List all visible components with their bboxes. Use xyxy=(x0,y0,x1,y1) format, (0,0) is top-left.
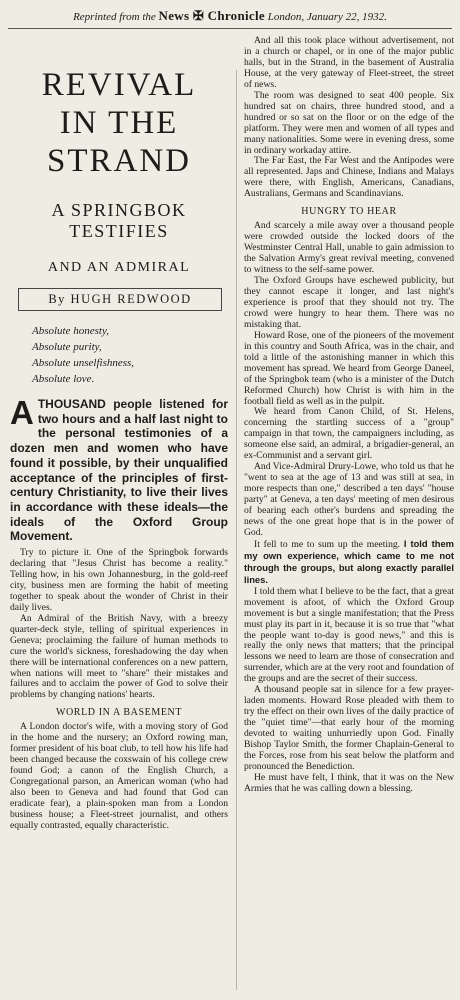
body-paragraph: Howard Rose, one of the pioneers of the movement in this country and South Africa, was in the chair, and told a little of the astonishing manner in which this movement has spread. We heard from George Daneel, of the Springbok team (who is a minister of the Dutch Reformed Church) how Christ is with him in the football field as well as in the pulpit. xyxy=(244,329,454,407)
mottos xyxy=(32,323,228,387)
right-body xyxy=(244,36,454,795)
headline xyxy=(10,66,228,180)
right-column xyxy=(244,36,454,998)
lead-text: THOUSAND people listened for two hours and a half last night to the personal testimonies of a dozen men and women who have found it possible, by their unqualified acceptance of the principles of first-century Christianity, to live their lives in accordance with these ideals—the ideals of the Oxford Group Movement. xyxy=(10,397,228,544)
emphasized-text: I told them my own experience, which came to me not through the groups, but along exactly parallel lines. xyxy=(244,537,454,585)
subheadline-line: TESTIFIES xyxy=(69,221,169,241)
body-paragraph: I told them what I believe to be the fact, that a great movement is afoot, of which the Oxford Group movement is but a single manifestation; that the Press must play its part in it, because it is so true that "what the people want to-day is good news," and this is really the only news that matters; that the principal lessons we need to learn are those of consecration and surrender, which are at the very root and foundation of the groups and are the secret of their success. xyxy=(244,585,454,685)
body-paragraph: We heard from Canon Child, of St. Helens, concerning the startling success of a "group" campaign in that town, the campaigners including, as someone else said, an admiral, a brigadier-general, an ex-Communist and a servant girl. xyxy=(244,406,454,462)
body-paragraph: And all this took place without advertisement, not in a church or chapel, or in one of the major public halls, but in the Strand, in the basement of Australia House, at the very gateway of Fleet-street, the street of news. xyxy=(244,36,454,90)
headline-line: REVIVAL xyxy=(41,67,197,103)
byline: By HUGH REDWOOD xyxy=(18,288,222,311)
body-paragraph: Try to picture it. One of the Springbok forwards declaring that "Jesus Christ has become a reality." Telling how, in his own Johannesburg, in the gold-reef city, business men are forming the habit of meeting together to speak about the wonder of Christ in their daily lives. xyxy=(10,547,228,613)
section-heading: HUNGRY TO HEAR xyxy=(301,206,397,218)
body-paragraph: A thousand people sat in silence for a few prayer-laden moments. Howard Rose pleaded with them to try the effect on their own lives of the daily practice of the "quiet time"—that early hour of the morning devoted to waiting unhurriedly upon God. Finally Bishop Taylor Smith, the former Chaplain-General to the Forces, rose from his seat below the platform and pronounced the Benediction. xyxy=(244,684,454,772)
body-paragraph: The Far East, the Far West and the Antipodes were all represented. Japs and Chinese, Indians and Malays were there, with English, Americans, Canadians, Australians, Germans and Scandinavians. xyxy=(244,155,454,200)
body-paragraph: And Vice-Admiral Drury-Lowe, who told us that he "went to sea at the age of 13 and was still at sea, in more respects than one," described a ten days' "house party" at Geneva, a ten days' meeting of men desirous of bearing each other's burdens and spreading the news of the one great hope that is in the power of God. xyxy=(244,461,454,538)
subheadline-line: A SPRINGBOK xyxy=(51,200,187,220)
reprint-prefix: Reprinted from the xyxy=(73,11,156,23)
subheadline xyxy=(10,200,228,242)
motto-line: Absolute unselfishness, xyxy=(32,357,135,369)
paragraph-text: It fell to me to sum up the meeting. xyxy=(254,538,401,550)
column-divider xyxy=(236,70,237,990)
lead-paragraph xyxy=(10,394,228,544)
body-paragraph: The Oxford Groups have eschewed publicity, but they cannot escape it longer, and last night's experience is proof that they should not try. The crowd were hungry to hear them. There was no mistaking that. xyxy=(244,275,454,330)
drop-cap: A xyxy=(10,394,34,431)
headline-line: STRAND xyxy=(46,143,192,179)
motto-line: Absolute love. xyxy=(32,373,95,385)
newspaper-name: News ✠ Chronicle xyxy=(158,8,265,23)
body-paragraph: And scarcely a mile away over a thousand people were crowded outside the locked doors of the Westminster Central Hall, unable to gain admission to the Salvation Army's great revival meeting, convened to witness to the self-same power. xyxy=(244,220,454,276)
reprint-header xyxy=(0,8,460,24)
motto-line: Absolute honesty, xyxy=(32,325,109,337)
body-paragraph: An Admiral of the British Navy, with a breezy quarter-deck style, telling of spiritual experiences in Geneva; proclaiming the failure of human methods to cure the world's sickness, foreshadowing the day when there will be international conferences on a new pattern, when nations will meet to "share" their mistakes and failures and to acclaim the power of God to solve their problems by changing nations' hearts. xyxy=(10,612,228,701)
left-column xyxy=(10,36,228,998)
secondary-subheadline: AND AN ADMIRAL xyxy=(47,260,191,275)
body-paragraph: He must have felt, I think, that it was on the New Armies that he was calling down a blessing. xyxy=(244,771,454,794)
header-rule xyxy=(8,28,452,29)
section-heading: WORLD IN A BASEMENT xyxy=(55,707,183,719)
left-body xyxy=(10,548,228,832)
headline-line: IN THE xyxy=(59,105,179,141)
body-paragraph: The room was designed to seat 400 people. Six hundred sat on chairs, three hundred stood, and a hundred or so sat on the floor or on the edge of the platform. They were men and women of all types and many nationalities. Some were in evening dress, some in ordinary workaday attire. xyxy=(244,89,454,156)
body-paragraph: A London doctor's wife, with a moving story of God in the home and the nursery; an Oxford rowing man, former president of his boat club, to tell how his life had been changed because the coxswain of his college crew found God; a canon of the English Church, a Congregational parson, an American woman (who had also been to Geneva and had found that God can eradicate fear), a plain-spoken man from a London business house; a Fleet-street journalist, and others equally contrasted, equally characteristic. xyxy=(10,721,228,831)
motto-line: Absolute purity, xyxy=(32,341,102,353)
body-paragraph xyxy=(244,539,454,587)
dateline: London, January 22, 1932. xyxy=(267,11,387,23)
